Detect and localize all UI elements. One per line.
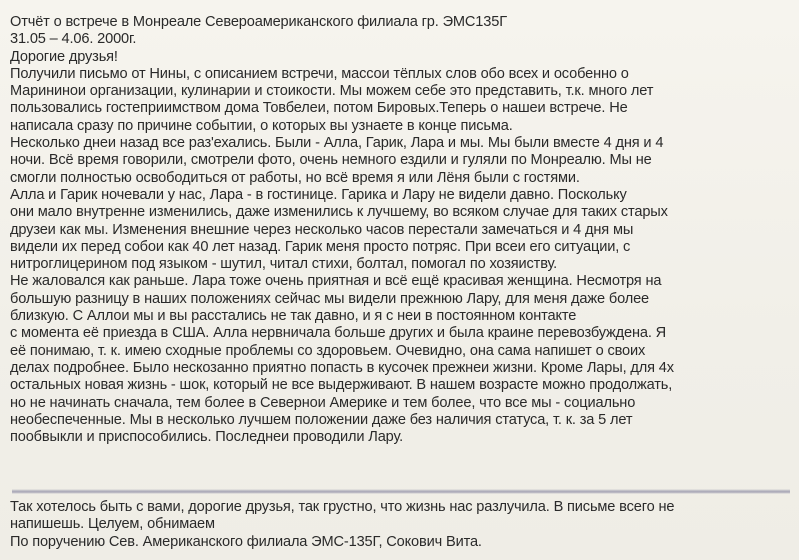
body-line: пообвыкли и приспособились. Последнеи проводили Лару. bbox=[10, 429, 404, 446]
closing-line: напишешь. Целуем, обнимаем bbox=[10, 516, 215, 533]
body-line: остальных новая жизнь - шок, который не все выдерживают. В нашем возрасте можно продолжать, bbox=[10, 377, 673, 394]
body-line: Получили письмо от Нины, с описанием встречи, массои тёплых слов обо всех и особенно о bbox=[10, 65, 629, 82]
body-line: Марининои организации, кулинарии и стоикости. Мы можем себе это представить, т.к. много лет bbox=[10, 83, 654, 100]
body-line: смогли полностью освободиться от работы, но всё время я или Лёня были с гостями. bbox=[10, 169, 580, 186]
body-line: большую разницу в наших положениях сейчас мы видели прежнюю Лару, для меня даже более bbox=[10, 290, 650, 307]
body-line: с момента её приезда в США. Алла нервничала больше других и была краине перевозбуждена. Я bbox=[10, 325, 667, 342]
body-line: Не жаловался как раньше. Лара тоже очень приятная и всё ещё красивая женщина. Несмотря на bbox=[10, 273, 662, 290]
closing-line: Так хотелось быть с вами, дорогие друзья, так грустно, что жизнь нас разлучила. В письме всего не bbox=[10, 499, 675, 515]
body-line: её понимаю, т. к. имею сходные проблемы со здоровьем. Очевидно, она сама напишет о своих bbox=[10, 342, 646, 359]
body-line: написала сразу по причине событии, о которых вы узнаете в конце письма. bbox=[10, 117, 513, 134]
body-line: делах подробнее. Было нескозанно приятно попасть в кусочек прежнеи жизни. Кроме Лары, для 4х bbox=[10, 359, 674, 376]
body-line: нитроглицерином под языком - шутил, читал стихи, болтал, помогал по хозяиству. bbox=[10, 256, 558, 273]
body-line: ночи. Всё время говорили, смотрели фото, очень немного ездили и гуляли по Монреалю. Мы не bbox=[10, 152, 652, 169]
letter-greeting: Дорогие друзья! bbox=[10, 48, 118, 65]
section-divider bbox=[12, 489, 790, 494]
letter-body bbox=[10, 14, 792, 446]
closing-signature: По поручению Сев. Американского филиала ЭМС-135Г, Сокович Вита. bbox=[10, 533, 482, 550]
body-line: но не начинать сначала, тем более в Севернои Америке и тем более, что все мы - социально bbox=[10, 394, 636, 411]
letter-closing bbox=[10, 499, 792, 551]
body-line: видели их перед собои как 40 лет назад. Гарик меня просто потряс. При всеи его ситуации, с bbox=[10, 238, 631, 255]
letter-dates: 31.05 – 4.06. 2000г. bbox=[10, 31, 137, 48]
body-line: они мало внутренне изменились, даже изменились к лучшему, во всяком случае для таких старых bbox=[10, 204, 668, 221]
body-line: Несколько днеи назад все раз'ехались. Были - Алла, Гарик, Лара и мы. Мы были вместе 4 дня и 4 bbox=[10, 135, 664, 152]
body-line: необеспеченные. Мы в несколько лучшем положении даже без наличия статуса, т. к. за 5 лет bbox=[10, 411, 633, 428]
body-line: друзеи как мы. Изменения внешние через несколько часов перестали замечаться и 4 дня мы bbox=[10, 221, 634, 238]
body-line: близкую. С Аллои мы и вы расстались не так давно, и я с неи в постоянном контакте bbox=[10, 308, 577, 325]
body-line: пользовались гостеприимством дома Товбелеи, потом Бировых.Теперь о нашеи встрече. Не bbox=[10, 100, 628, 117]
body-line: Алла и Гарик ночевали у нас, Лара - в гостинице. Гарика и Лару не видели давно. Поскольку bbox=[10, 186, 627, 203]
letter-title: Отчёт о встрече в Монреале Североамериканского филиала гр. ЭМС135Г bbox=[10, 14, 507, 30]
